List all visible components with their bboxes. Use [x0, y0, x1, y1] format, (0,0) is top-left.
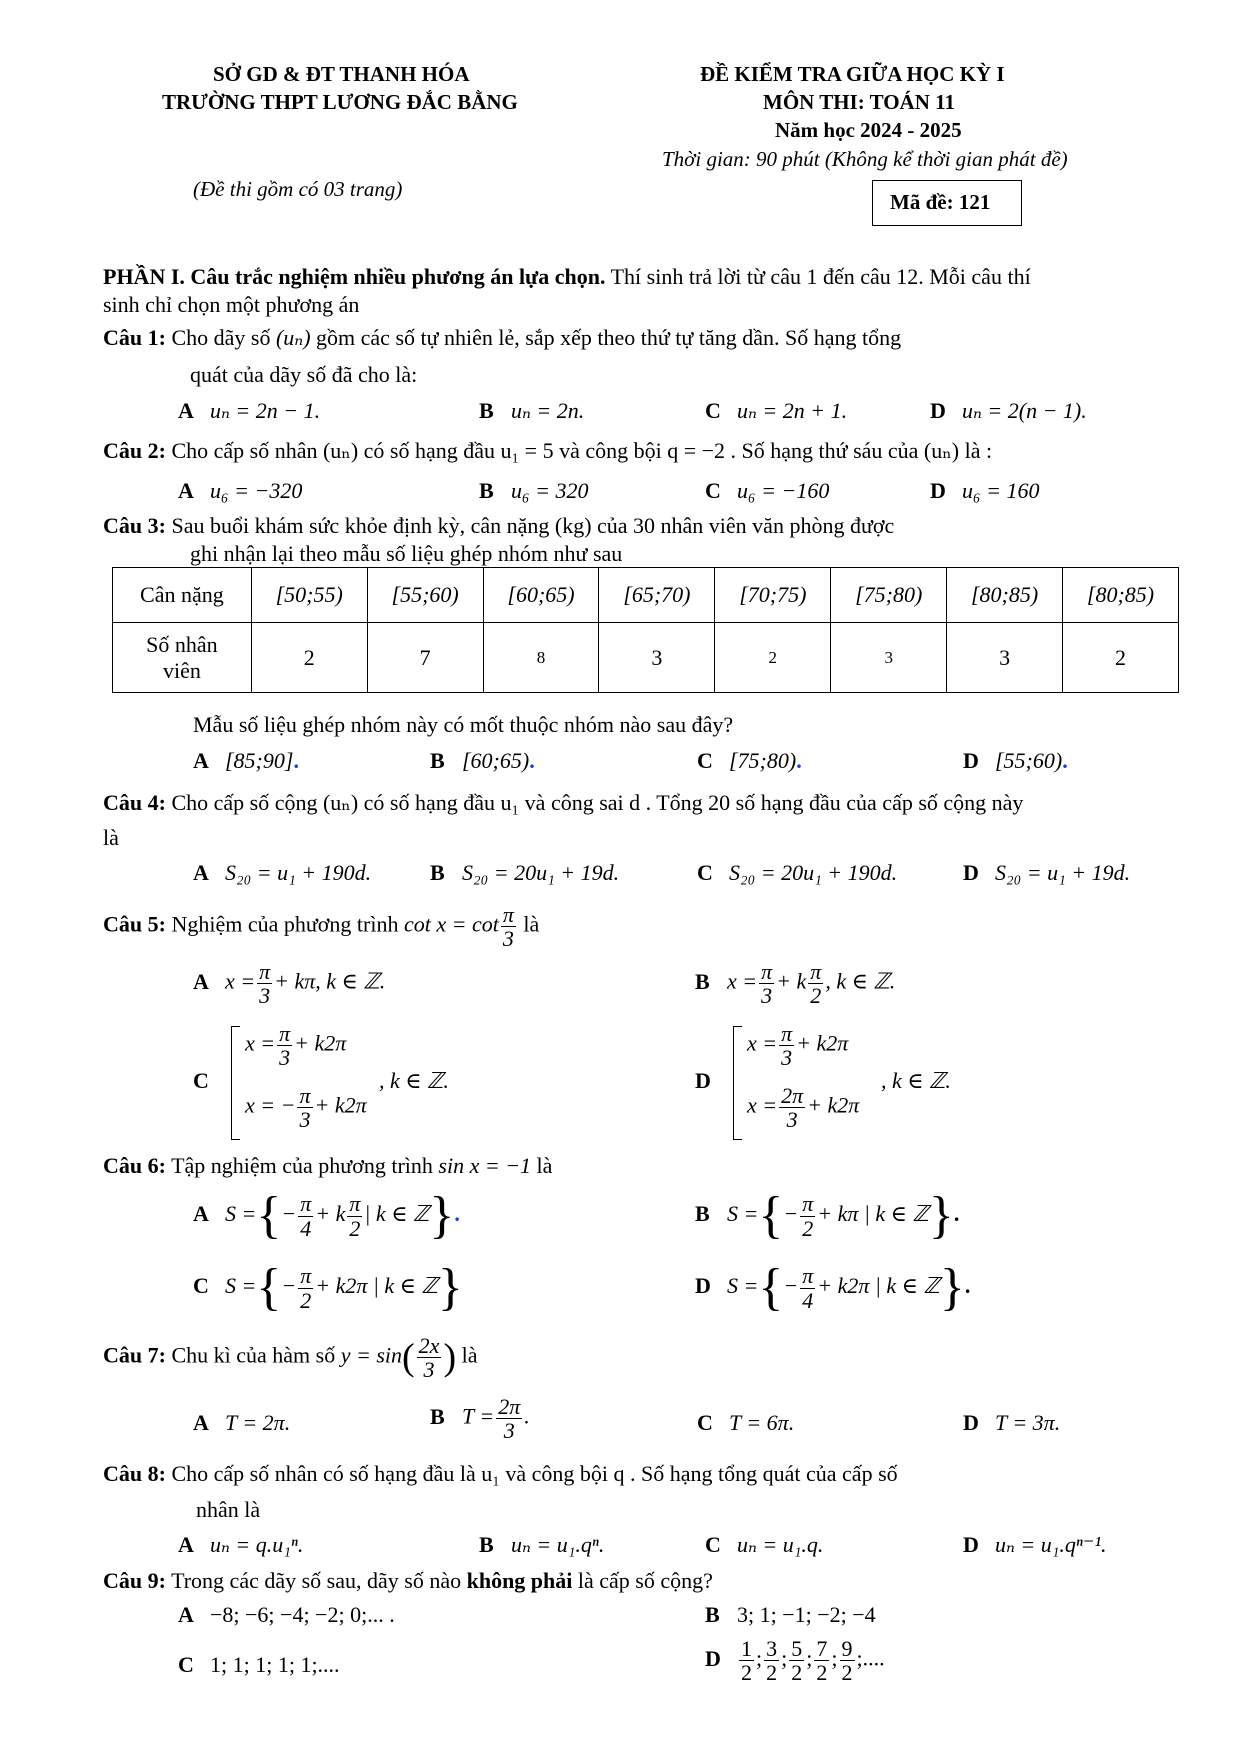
q9-option-d[interactable]: D $\frac{1}{2}$ ; $\frac{3}{2}$ ; $\frac{5}{2}$ ; $\frac{7}{2}$ ; $\frac{9}{2}$ ;.... [705, 1636, 885, 1686]
header-exam-title: ĐỀ KIỂM TRA GIỮA HỌC KỲ I [700, 62, 1005, 86]
q7-option-a[interactable] [193, 1410, 290, 1436]
fraction [298, 1192, 313, 1239]
option-dot: . [953, 1201, 960, 1227]
option-label: D [695, 1068, 711, 1093]
q3-option-a[interactable] [193, 748, 299, 774]
q8-stem-line2: nhân là [196, 1497, 261, 1522]
frac-num: 2π [781, 1083, 804, 1108]
option-dot: . [529, 748, 535, 773]
option-dot: . [524, 1403, 530, 1429]
q3-option-b[interactable] [430, 748, 535, 774]
q1-option-c[interactable] [705, 398, 847, 424]
fraction [739, 1637, 754, 1684]
header-school: TRƯỜNG THPT LƯƠNG ĐẮC BẰNG [162, 90, 518, 114]
q1-stem-line2: quát của dãy số đã cho là: [190, 362, 418, 387]
set-s: S = [727, 1273, 759, 1299]
q7-y-eq: y = sin [340, 1342, 403, 1368]
frac-den: 3 [259, 983, 271, 1009]
option-text: T = 2π. [225, 1410, 291, 1435]
option-label: A [193, 1410, 209, 1435]
system-line [747, 1022, 848, 1069]
q5-text-a: Nghiệm của phương trình [171, 911, 399, 937]
q8-text-a: Cho cấp số nhân có số hạng đầu là u₁ và công bội q . Số hạng tổng quát của cấp số [171, 1461, 898, 1486]
frac-den: 2 [841, 1660, 853, 1686]
fraction [808, 960, 823, 1007]
system-line [245, 1084, 367, 1131]
frac-den: 3 [786, 1107, 798, 1133]
sys-tail: + k2π [807, 1092, 860, 1118]
frac-num: π [299, 1083, 311, 1108]
exam-code: Mã đề: 121 [890, 190, 991, 214]
frac-num: π [300, 1191, 312, 1217]
option-label: A [178, 1532, 194, 1557]
option-text: uₙ = 2n − 1. [210, 398, 321, 423]
left-brace: { [758, 1187, 784, 1244]
q1-text-a: Cho dãy số [171, 325, 271, 350]
frac-num: π [810, 959, 822, 984]
table-group: [60;65) [483, 568, 599, 623]
header-time-note: Thời gian: 90 phút (Không kể thời gian phát đề) [662, 147, 1068, 171]
frac-num: π [259, 959, 271, 984]
option-label: C [193, 1068, 209, 1093]
table-header-weight: Cân nặng [113, 568, 252, 623]
q4-option-b[interactable] [430, 860, 619, 886]
option-label: C [697, 1410, 713, 1435]
option-text: uₙ = q.u₁ⁿ. [210, 1532, 304, 1557]
fraction [800, 1264, 815, 1311]
frac-num: π [802, 1191, 814, 1217]
table-group: [70;75) [715, 568, 831, 623]
option-text: uₙ = u₁.qⁿ⁻¹. [995, 1532, 1107, 1557]
option-label: B [695, 1201, 710, 1227]
part1-title: PHẦN I. Câu trắc nghiệm nhiều phương án lựa chọn. [103, 264, 606, 289]
option-text: S₂₀ = u₁ + 19d. [995, 860, 1131, 885]
q6-option-b[interactable] [695, 1187, 960, 1244]
option-text: T = 3π. [995, 1410, 1061, 1435]
frac-num: π [781, 1021, 793, 1046]
q2-label: Câu 2: [103, 438, 166, 463]
q3-question: Mẫu số liệu ghép nhóm này có mốt thuộc nhóm nào sau đây? [193, 712, 734, 737]
q6-label: Câu 6: [103, 1153, 166, 1178]
q2-option-c[interactable] [705, 478, 829, 504]
table-group: [80;85) [1063, 568, 1179, 623]
option-dot: . [293, 748, 299, 773]
q7-option-c[interactable] [697, 1410, 794, 1436]
option-label: D [930, 398, 946, 423]
option-label: C [697, 748, 713, 773]
table-count: 3 [831, 623, 947, 693]
part1-heading [103, 264, 1031, 290]
sys-tail: + k2π [314, 1092, 367, 1118]
fraction [779, 1022, 794, 1069]
frac-num: π [279, 1021, 291, 1046]
table-group: [65;70) [599, 568, 715, 623]
option-tail: ;.... [856, 1645, 885, 1671]
q1-label: Câu 1: [103, 325, 166, 350]
option-label: A [178, 1602, 194, 1627]
q2-stem [103, 438, 992, 464]
right-brace: } [429, 1187, 455, 1244]
q7-label: Câu 7: [103, 1342, 166, 1368]
option-label: C [697, 860, 713, 885]
option-tail: , k ∈ ℤ. [825, 968, 896, 994]
part1-instruction-line2: sinh chỉ chọn một phương án [103, 292, 360, 317]
neg-sign: − [783, 1273, 799, 1299]
set-s: S = [727, 1201, 759, 1227]
q3-label: Câu 3: [103, 513, 166, 538]
set-condition: + kπ | k ∈ ℤ [817, 1201, 929, 1227]
table-count: 3 [599, 623, 715, 693]
table-count: 2 [251, 623, 367, 693]
set-s: S = [225, 1201, 257, 1227]
option-text: [85;90] [225, 748, 294, 773]
frac-den: 3 [502, 926, 514, 952]
frac-den: 2 [802, 1215, 814, 1241]
fraction [789, 1637, 804, 1684]
option-label: B [430, 1403, 445, 1429]
q4-option-c[interactable] [697, 860, 897, 886]
q4-option-a[interactable] [193, 860, 371, 886]
q1-option-b[interactable] [479, 398, 584, 424]
option-text: [60;65) [462, 748, 530, 773]
frac-den: 4 [802, 1287, 814, 1313]
q1-text-b: gồm các số tự nhiên lẻ, sắp xếp theo thứ tự tăng dần. Số hạng tổng [316, 325, 902, 350]
q5-equation: cot x = cot [403, 911, 499, 937]
option-label: A [193, 748, 209, 773]
table-row [113, 623, 1179, 693]
table-group: [80;85) [947, 568, 1063, 623]
exam-code-box [872, 180, 1022, 226]
frac-den: 3 [279, 1045, 291, 1071]
pi-over-3 [501, 903, 516, 950]
option-label: C [705, 398, 721, 423]
neg-sign: − [281, 1201, 297, 1227]
fraction [759, 960, 774, 1007]
option-text: S₂₀ = u₁ + 190d. [225, 860, 372, 885]
option-label: C [178, 1652, 194, 1677]
table-count: 3 [947, 623, 1063, 693]
option-label: D [963, 1532, 979, 1557]
q3-option-d[interactable] [963, 748, 1068, 774]
option-label: D [705, 1645, 721, 1671]
q9-option-b[interactable] [705, 1602, 876, 1628]
option-dot: . [964, 1273, 971, 1299]
fraction [347, 1192, 362, 1239]
q9-text-a: Trong các dãy số sau, dãy số nào [171, 1568, 467, 1593]
sys-tail: + k2π [796, 1030, 849, 1056]
frac-den: 3 [423, 1357, 435, 1383]
frac-num: π [761, 959, 773, 984]
q4-option-d[interactable] [963, 860, 1130, 886]
q2-option-a[interactable] [178, 478, 302, 504]
left-brace: { [256, 1259, 282, 1316]
q4-stem-line2: là [103, 825, 119, 850]
q6-option-a[interactable] [193, 1187, 460, 1244]
sys-x: x = [245, 1030, 276, 1056]
frac-den: 2 [810, 983, 822, 1009]
q5-stem [103, 903, 539, 950]
q6-stem [103, 1153, 552, 1179]
table-header-staff-line1: Số nhân [146, 631, 218, 657]
k-term: + k [315, 1201, 346, 1227]
frac-num: 2π [498, 1394, 521, 1419]
q1-option-d[interactable] [930, 398, 1087, 424]
q6-equation: sin x = −1 [438, 1153, 532, 1178]
option-tail: , k ∈ ℤ. [881, 1068, 951, 1093]
frac-num: 1 [741, 1636, 752, 1661]
fraction [800, 1192, 815, 1239]
frac-den: 2 [816, 1660, 828, 1686]
q8-option-a[interactable] [178, 1532, 303, 1558]
right-brace: } [437, 1259, 463, 1316]
frac-num: π [502, 902, 514, 927]
frac-den: 3 [761, 983, 773, 1009]
option-text: u₆ = −320 [210, 478, 303, 503]
option-label: B [705, 1602, 720, 1627]
table-group: [50;55) [251, 568, 367, 623]
q5-option-b[interactable] [695, 960, 895, 1007]
q8-option-b[interactable] [479, 1532, 604, 1558]
set-s: S = [225, 1273, 257, 1299]
frac-den: 2 [741, 1660, 752, 1686]
option-label: A [193, 1201, 209, 1227]
q5-text-b: là [523, 911, 540, 937]
option-tail: , k ∈ ℤ. [379, 1068, 449, 1093]
q7-option-b[interactable] [430, 1395, 530, 1442]
fraction [277, 1022, 292, 1069]
q1-stem [103, 325, 901, 351]
table-group: [55;60) [367, 568, 483, 623]
option-text: [55;60) [995, 748, 1063, 773]
q6-option-c[interactable] [193, 1259, 463, 1316]
sys-x: x = [747, 1030, 778, 1056]
option-label: D [963, 860, 979, 885]
q9-stem [103, 1568, 713, 1594]
fraction [257, 960, 272, 1007]
table-count: 2 [715, 623, 831, 693]
table-row [113, 568, 1179, 623]
option-text: uₙ = 2(n − 1). [962, 398, 1087, 423]
q4-stem [103, 790, 1023, 816]
q1-seq: (uₙ) [275, 325, 311, 350]
option-text: T = [462, 1403, 495, 1429]
frac-den: 3 [503, 1418, 515, 1444]
q9-option-c[interactable] [178, 1652, 340, 1678]
part1-instruction: Thí sinh trả lời từ câu 1 đến câu 12. Mỗi câu thí [605, 264, 1031, 289]
option-text: u₆ = 320 [511, 478, 589, 503]
q9-label: Câu 9: [103, 1568, 166, 1593]
option-text: S₂₀ = 20u₁ + 19d. [462, 860, 620, 885]
option-label: D [695, 1273, 711, 1299]
sys-tail: + k2π [294, 1030, 347, 1056]
option-text: uₙ = u₁.qⁿ. [511, 1532, 605, 1557]
option-text: uₙ = 2n. [511, 398, 585, 423]
q4-label: Câu 4: [103, 790, 166, 815]
option-label: D [963, 1410, 979, 1435]
option-text: u₆ = −160 [737, 478, 830, 503]
option-label: C [705, 1532, 721, 1557]
q5-label: Câu 5: [103, 911, 166, 937]
right-paren: ) [443, 1336, 457, 1379]
system-line [245, 1022, 346, 1069]
right-brace: } [928, 1187, 954, 1244]
option-dot: . [1062, 748, 1068, 773]
table-count: 8 [483, 623, 599, 693]
option-label: A [178, 398, 194, 423]
frac-num: π [300, 1263, 312, 1289]
option-label: B [479, 478, 494, 503]
q7-text-b: là [461, 1342, 478, 1368]
frac-num: π [802, 1263, 814, 1289]
left-paren: ( [402, 1336, 415, 1379]
option-label: B [430, 748, 445, 773]
set-condition: + k2π | k ∈ ℤ [315, 1273, 438, 1299]
q3-stem [103, 513, 894, 539]
option-label: C [193, 1273, 209, 1299]
frac-den: 3 [299, 1107, 311, 1133]
q6-text-b: là [536, 1153, 553, 1178]
frac-den: 4 [300, 1215, 312, 1241]
fraction [779, 1084, 805, 1131]
option-label: C [705, 478, 721, 503]
q9-text-b: là cấp số cộng? [572, 1568, 713, 1593]
set-condition: | k ∈ ℤ [364, 1201, 430, 1227]
option-dot: . [796, 748, 802, 773]
q8-label: Câu 8: [103, 1461, 166, 1486]
frac-num: 7 [816, 1636, 828, 1661]
option-x-eq: x = [225, 968, 256, 994]
header-school-year: Năm học 2024 - 2025 [775, 118, 962, 142]
frac-num: π [349, 1191, 361, 1217]
table-count: 2 [1063, 623, 1179, 693]
q8-stem [103, 1461, 898, 1487]
q8-option-d[interactable] [963, 1532, 1107, 1558]
option-label: B [479, 398, 494, 423]
q9-text-bold: không phải [466, 1568, 573, 1593]
fraction [417, 1334, 442, 1381]
fraction [840, 1637, 855, 1684]
fraction [298, 1264, 313, 1311]
option-text: −8; −6; −4; −2; 0;... . [210, 1602, 395, 1627]
header-department: SỞ GD & ĐT THANH HÓA [213, 62, 470, 86]
option-label: B [695, 968, 710, 994]
option-text: S₂₀ = 20u₁ + 190d. [729, 860, 898, 885]
frac-num: 2x [418, 1333, 440, 1358]
frac-den: 2 [300, 1287, 312, 1313]
q8-option-c[interactable] [705, 1532, 823, 1558]
option-label: A [193, 968, 209, 994]
q2-text: Cho cấp số nhân (uₙ) có số hạng đầu u₁ = 5 và công bội q = −2 . Số hạng thứ sáu của (uₙ) là : [171, 438, 993, 463]
option-dot: . [454, 1201, 460, 1227]
q9-option-a[interactable] [178, 1602, 395, 1628]
table-count: 7 [367, 623, 483, 693]
q7-stem [103, 1334, 477, 1381]
frac-num: 5 [791, 1636, 803, 1661]
fraction [764, 1637, 779, 1684]
frac-den: 2 [349, 1215, 361, 1241]
option-x-eq: x = [727, 968, 758, 994]
option-label: A [193, 860, 209, 885]
table-header-staff [113, 623, 252, 693]
header-subject: MÔN THI: TOÁN 11 [763, 90, 955, 114]
q1-option-a[interactable] [178, 398, 320, 424]
fraction [297, 1084, 312, 1131]
system-bracket [231, 1026, 240, 1140]
q2-option-d[interactable] [930, 478, 1040, 504]
set-condition: + k2π | k ∈ ℤ [817, 1273, 940, 1299]
q6-option-d[interactable] [695, 1259, 971, 1316]
grouped-data-table [112, 567, 1179, 693]
option-label: B [479, 1532, 494, 1557]
header-pages-note: (Đề thi gồm có 03 trang) [193, 177, 403, 201]
option-text: uₙ = 2n + 1. [737, 398, 848, 423]
table-group: [75;80) [831, 568, 947, 623]
q5-option-a[interactable] [193, 960, 385, 1007]
option-text: 1; 1; 1; 1; 1;.... [210, 1652, 340, 1677]
q2-option-b[interactable] [479, 478, 589, 504]
left-brace: { [758, 1259, 784, 1316]
option-text: T = 6π. [729, 1410, 795, 1435]
q7-text-a: Chu kì của hàm số [171, 1342, 336, 1368]
frac-num: 3 [766, 1636, 778, 1661]
table-header-staff-line2: viên [162, 657, 201, 683]
sys-x: x = [747, 1092, 778, 1118]
option-label: A [178, 478, 194, 503]
system-line [747, 1084, 859, 1131]
fraction [814, 1637, 829, 1684]
option-label: B [430, 860, 445, 885]
option-label: D [963, 748, 979, 773]
frac-den: 3 [781, 1045, 793, 1071]
option-label: D [930, 478, 946, 503]
q3-text-a: Sau buổi khám sức khỏe định kỳ, cân nặng (kg) của 30 nhân viên văn phòng được [171, 513, 895, 538]
left-brace: { [256, 1187, 282, 1244]
neg-sign: − [281, 1273, 297, 1299]
q3-stem-line2: ghi nhận lại theo mẫu số liệu ghép nhóm như sau [190, 541, 623, 566]
q6-text-a: Tập nghiệm của phương trình [171, 1153, 433, 1178]
fraction [496, 1395, 522, 1442]
frac-num: 9 [841, 1636, 853, 1661]
q4-text: Cho cấp số cộng (uₙ) có số hạng đầu u₁ và công sai d . Tổng 20 số hạng đầu của cấp số cộng này [171, 790, 1024, 815]
frac-den: 2 [791, 1660, 803, 1686]
option-text: 3; 1; −1; −2; −4 [737, 1602, 876, 1627]
system-bracket [733, 1026, 742, 1140]
option-text: uₙ = u₁.q. [737, 1532, 824, 1557]
right-brace: } [939, 1259, 965, 1316]
q3-option-c[interactable] [697, 748, 802, 774]
option-text: [75;80) [729, 748, 797, 773]
option-tail: + kπ, k ∈ ℤ. [274, 968, 386, 994]
frac-den: 2 [766, 1660, 778, 1686]
q7-option-d[interactable] [963, 1410, 1060, 1436]
sys-x: x = − [245, 1092, 296, 1118]
option-k: + k [776, 968, 807, 994]
option-text: u₆ = 160 [962, 478, 1040, 503]
neg-sign: − [783, 1201, 799, 1227]
